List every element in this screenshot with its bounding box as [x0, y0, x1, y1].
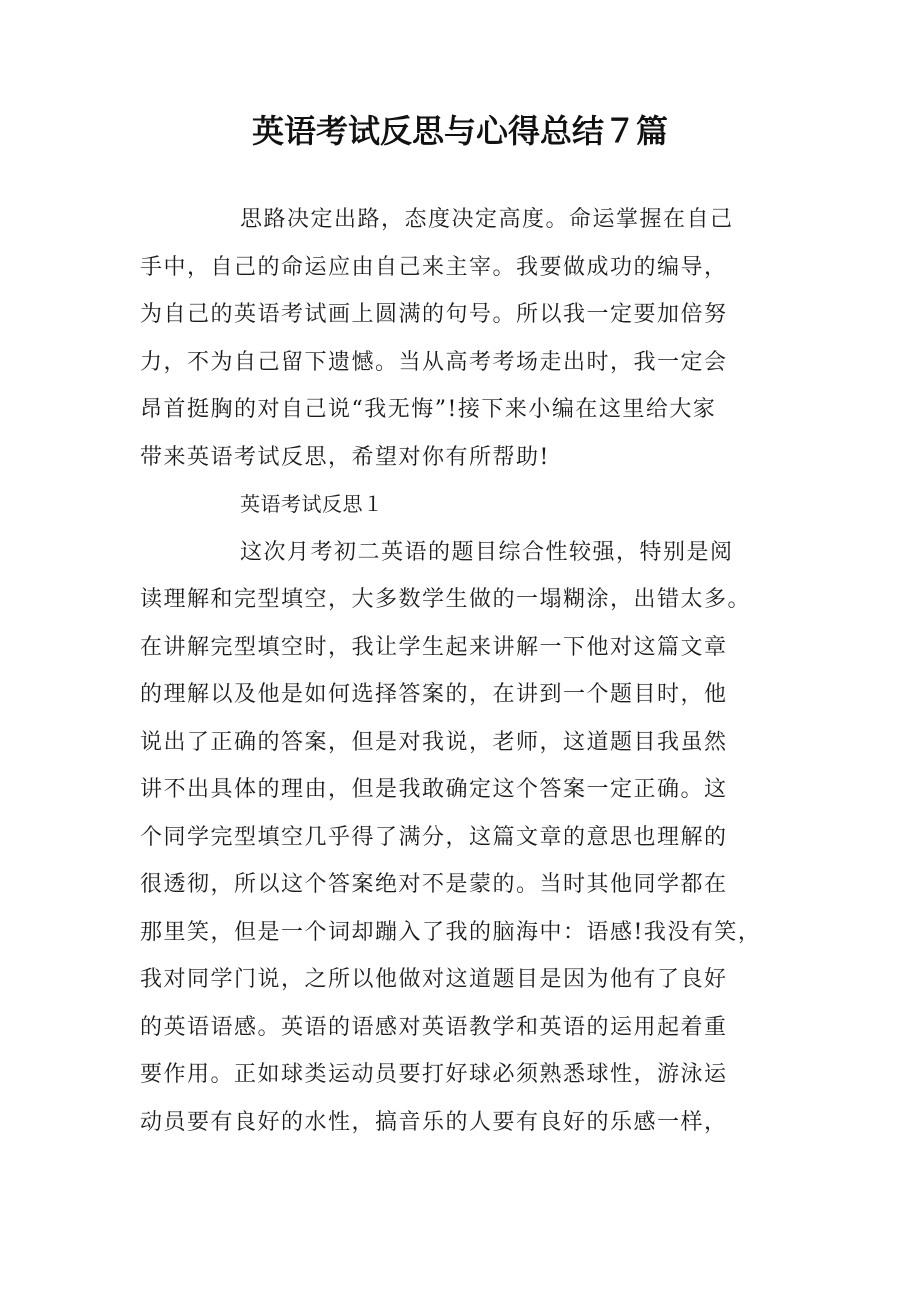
section-line: 读理解和完型填空，大多数学生做的一塌糊涂，出错太多。: [140, 587, 752, 612]
section-line: 要作用。正如球类运动员要打好球必须熟悉球性，游泳运: [140, 1062, 728, 1087]
section-line: 我对同学门说，之所以他做对这道题目是因为他有了良好: [140, 967, 728, 992]
document-title: 英语考试反思与心得总结７篇: [251, 112, 668, 150]
section-line: 讲不出具体的理由，但是我敢确定这个答案一定正确。这: [140, 777, 728, 802]
section-line: 的英语语感。英语的语感对英语教学和英语的运用起着重: [140, 1014, 728, 1040]
intro-line: 思路决定出路，态度决定高度。命运掌握在自己: [240, 207, 734, 232]
section-line: 个同学完型填空几乎得了满分，这篇文章的意思也理解的: [140, 824, 728, 850]
intro-line: 为自己的英语考试画上圆满的句号。所以我一定要加倍努: [140, 302, 728, 327]
section-line: 在讲解完型填空时，我让学生起来讲解一下他对这篇文章: [140, 634, 728, 660]
intro-line: 力，不为自己留下遗憾。当从高考考场走出时，我一定会: [140, 349, 728, 375]
intro-line: 带来英语考试反思，希望对你有所帮助!: [140, 444, 550, 470]
intro-line: 手中，自己的命运应由自己来主宰。我要做成功的编导，: [140, 254, 728, 280]
section-line: 这次月考初二英语的题目综合性较强，特别是阅: [240, 539, 734, 565]
intro-line: 昂首挺胸的对自己说“我无悔”!接下来小编在这里给大家: [140, 397, 717, 422]
section-line: 说出了正确的答案，但是对我说，老师，这道题目我虽然: [140, 729, 728, 755]
section-line: 动员要有良好的水性，搞音乐的人要有良好的乐感一样，: [140, 1109, 728, 1135]
section-heading: 英语考试反思１: [240, 492, 384, 516]
section-line: 很透彻，所以这个答案绝对不是蒙的。当时其他同学都在: [140, 872, 728, 897]
document-body: [140, 196, 780, 1146]
section-line: 那里笑，但是一个词却蹦入了我的脑海中：语感!我没有笑，: [140, 919, 762, 945]
section-line: 的理解以及他是如何选择答案的，在讲到一个题目时，他: [140, 682, 728, 707]
